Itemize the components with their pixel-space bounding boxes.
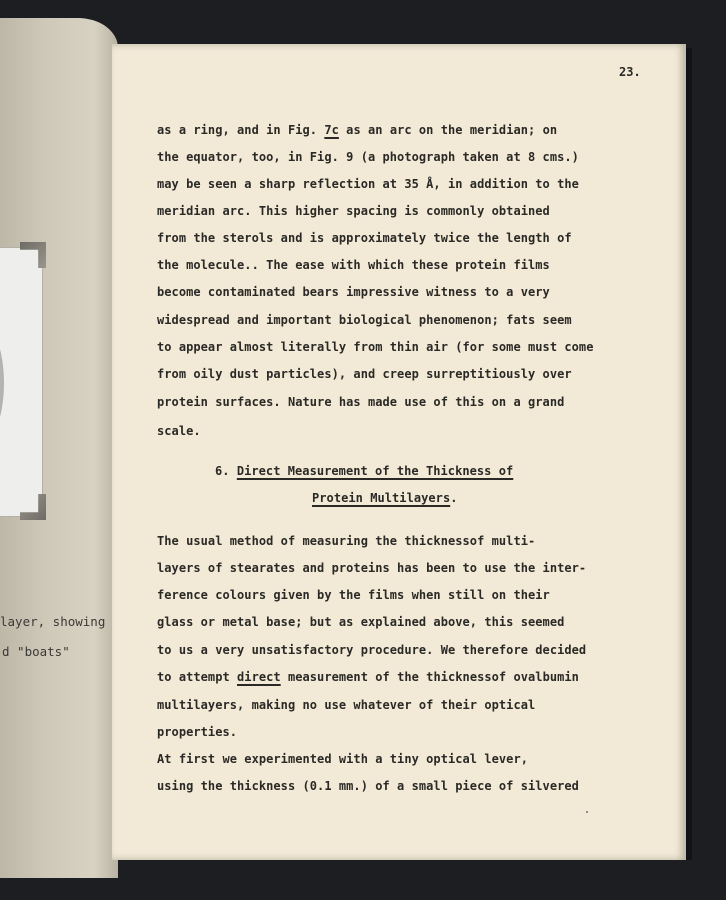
para1-line-12: scale. [157,424,201,438]
para1-line-10: from oily dust particles), and creep surreptitiously over [157,367,572,381]
section-title-part-1: Direct Measurement of the Thickness of [236,464,514,478]
para2-line-8: properties. [157,725,238,739]
para2-line-1: The usual method of measuring the thicknessof multi- [157,534,536,548]
para2-line-6-text-after: measurement of the thicknessof ovalbumin [280,670,579,684]
para1-line-5: from the sterols and is approximately twice the length of [157,231,572,245]
para3-line-2: using the thickness (0.1 mm.) of a small piece of silvered [157,779,579,793]
photo-caption-line-2: d "boats" [2,644,70,659]
para1-line-11: protein surfaces. Nature has made use of this on a grand [157,395,565,409]
photograph-image [0,308,4,458]
para1-line-3: may be seen a sharp reflection at 35 Å, in addition to the [157,177,579,191]
section-title-period: . [450,491,458,505]
page-number: 23. [619,65,641,79]
para2-line-4: glass or metal base; but as explained above, this seemed [157,615,565,629]
photo-caption-line-1: layer, showing [0,614,106,629]
section-number: 6. [215,464,237,478]
para2-line-7: multilayers, making no use whatever of their optical [157,698,536,712]
para1-line-4: meridian arc. This higher spacing is commonly obtained [157,204,550,218]
para1-line-1 [157,123,557,137]
para1-line-9: to appear almost literally from thin air (for some must come [157,340,594,354]
mounted-photograph [0,248,42,516]
page-edge [686,48,692,860]
para1-line-6: the molecule.. The ease with which these protein films [157,258,550,272]
para2-line-5: to us a very unsatisfactory procedure. We therefore decided [157,643,587,657]
left-page [0,18,118,878]
section-heading-line-2 [312,491,458,505]
para1-line-1-text: as a ring, and in Fig. [157,123,325,137]
section-heading-line-1 [215,464,513,478]
section-title-part-2: Protein Multilayers [312,491,451,505]
para2-line-6-text: to attempt [157,670,238,684]
para2-line-3: ference colours given by the films when still on their [157,588,550,602]
para2-line-6 [157,670,579,684]
para2-line-2: layers of stearates and proteins has been to use the inter- [157,561,587,575]
para1-line-1-underlined-word: 7c [324,123,339,137]
para1-line-2: the equator, too, in Fig. 9 (a photograph taken at 8 cms.) [157,150,579,164]
ink-mark [586,811,588,813]
para1-line-1-text-after: as an arc on the meridian; on [338,123,558,137]
para3-line-1: At first we experimented with a tiny optical lever, [157,752,529,766]
para1-line-8: widespread and important biological phenomenon; fats seem [157,313,572,327]
para2-line-6-underlined-word: direct [237,670,281,684]
para1-line-7: become contaminated bears impressive witness to a very [157,285,550,299]
